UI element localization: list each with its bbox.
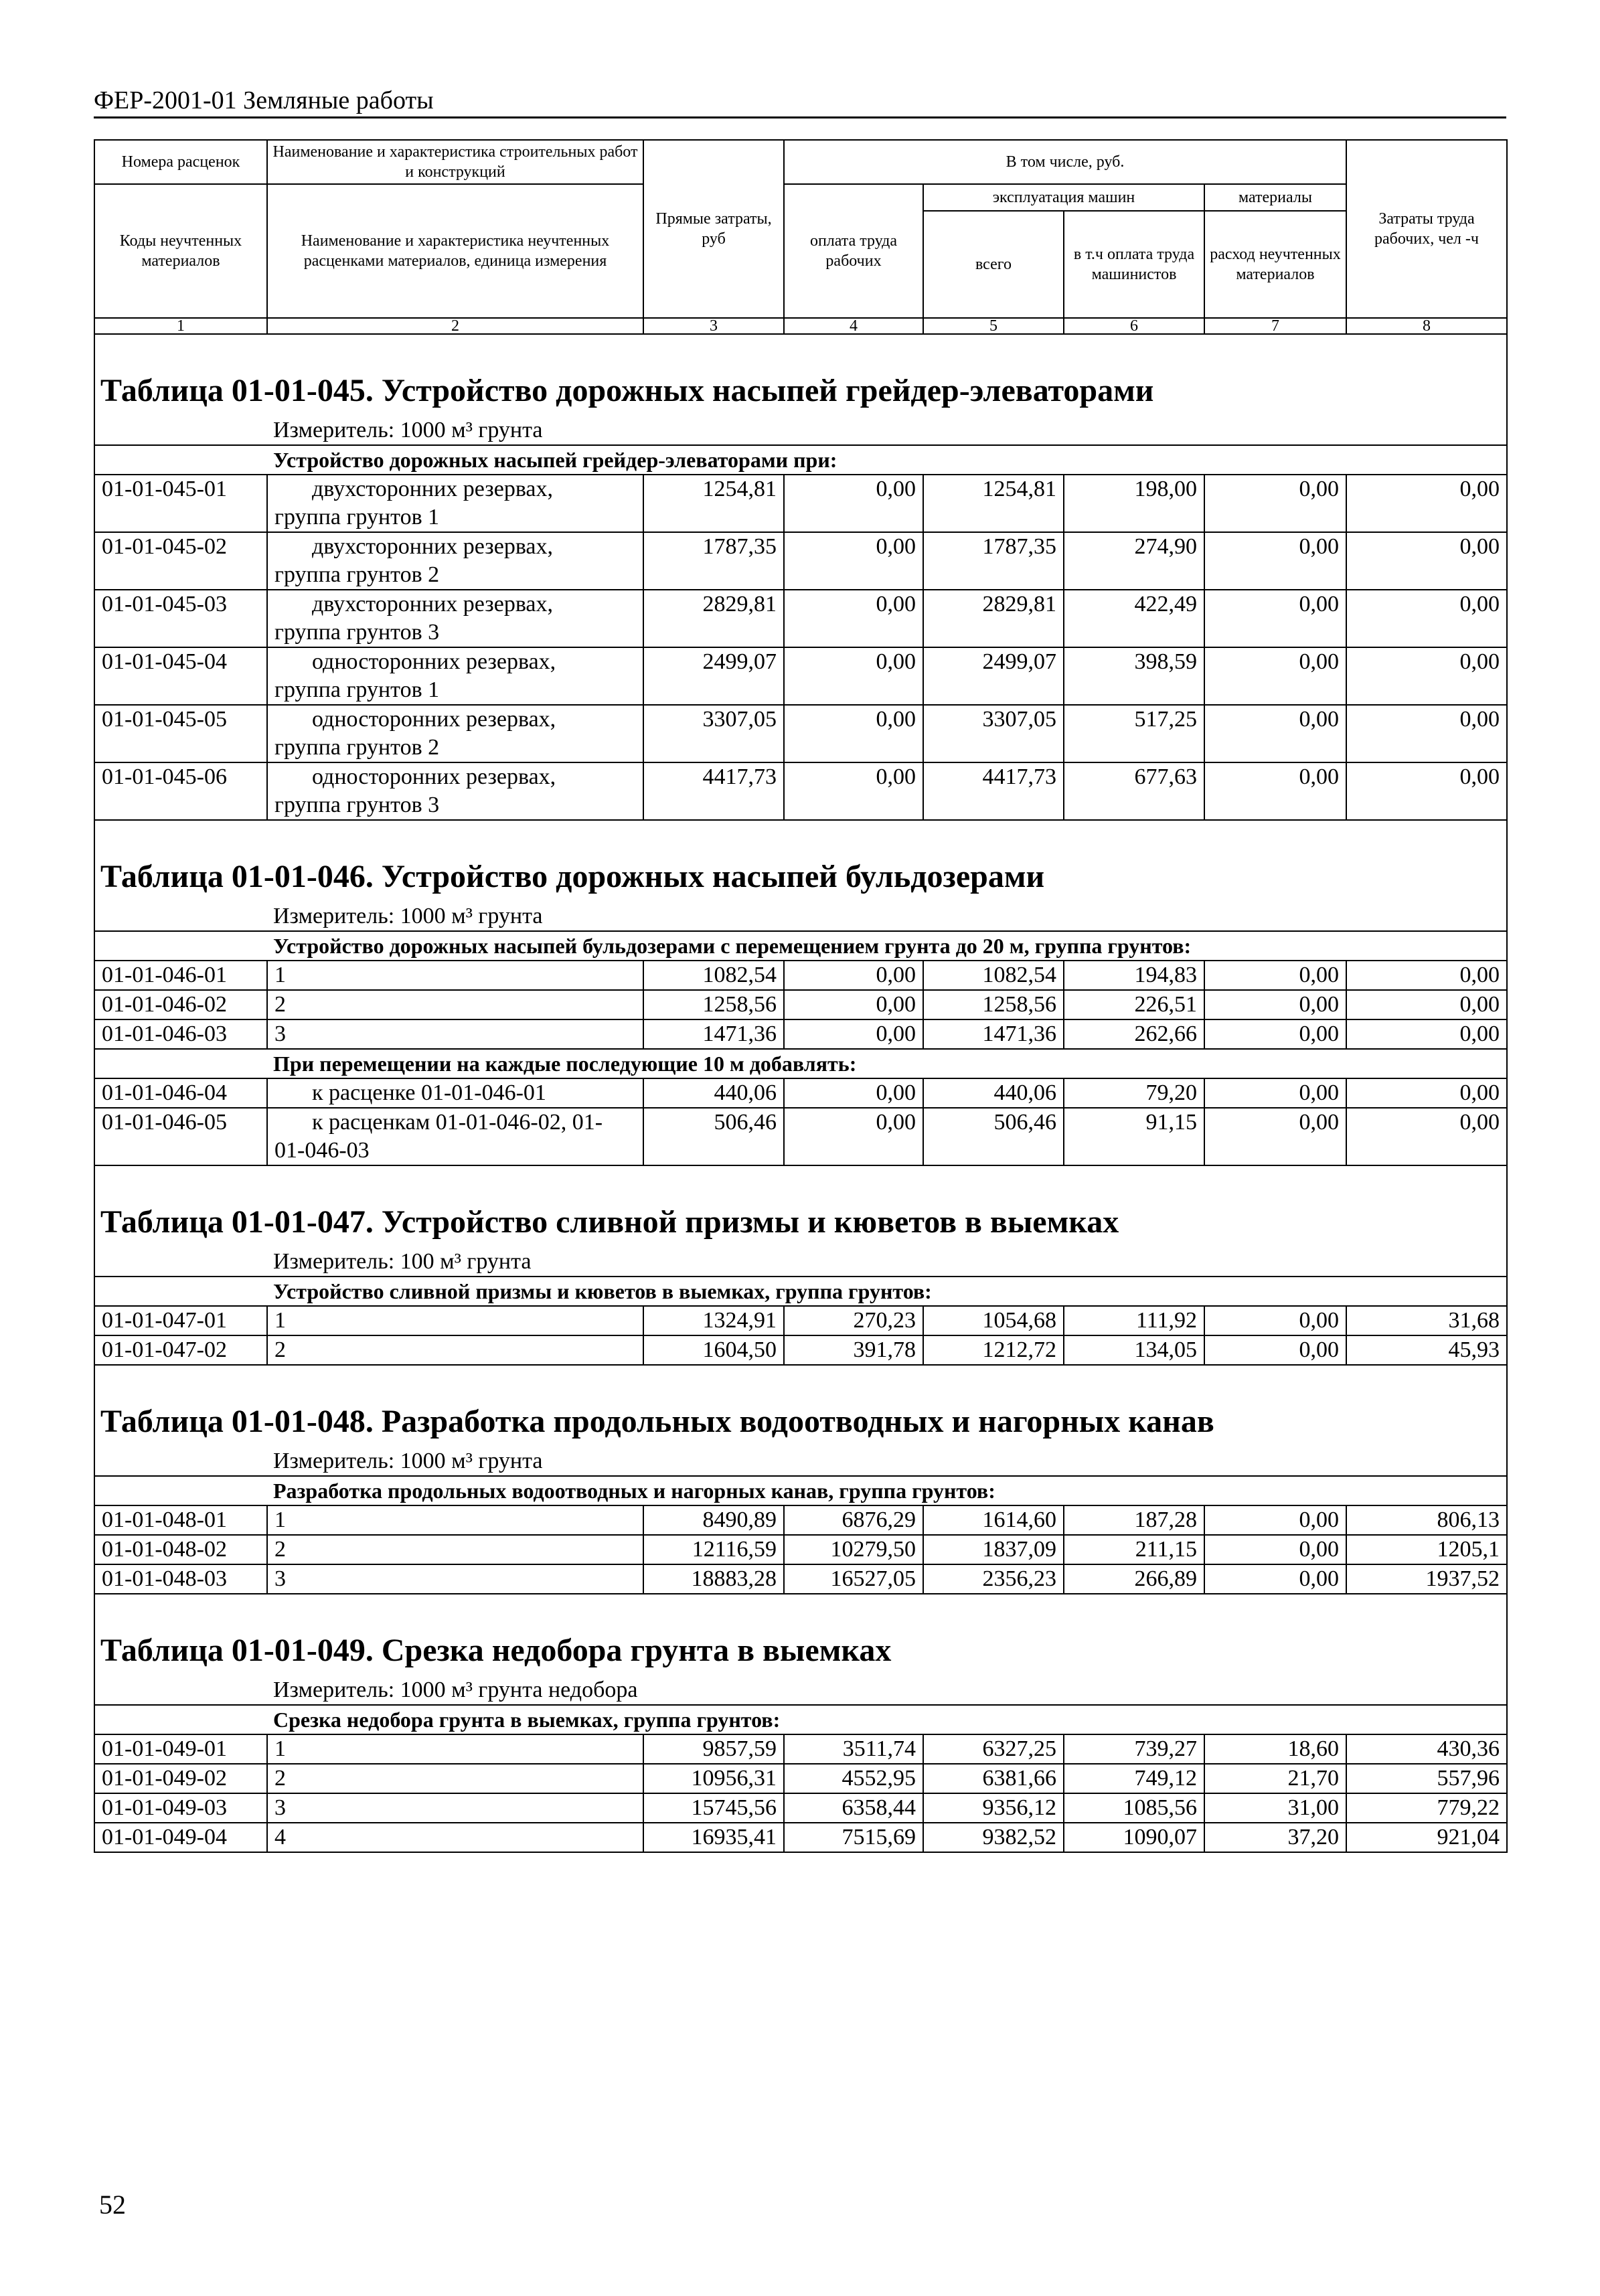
col-material-codes-header: Коды неучтенных материалов (94, 184, 267, 318)
column-number-cell: 3 (643, 318, 784, 334)
work-name-line: к расценкам 01-01-046-02, 01- (312, 1110, 603, 1135)
table-row (94, 1505, 1507, 1535)
value-cell: 1054,68 (923, 1306, 1064, 1335)
value-cell: 3511,74 (784, 1734, 923, 1764)
page-number: 52 (99, 2190, 126, 2220)
rate-code: 01-01-046-01 (94, 961, 267, 990)
work-name-line: 1 (274, 963, 286, 987)
measure-row (94, 1248, 1507, 1277)
work-name-line: группа грунтов 2 (274, 562, 440, 587)
section-subhead-row (94, 1476, 1507, 1505)
work-name-line: 3 (274, 1566, 286, 1591)
column-number-cell: 6 (1064, 318, 1204, 334)
value-cell: 1082,54 (923, 961, 1064, 990)
rates-table (94, 139, 1508, 1853)
work-name-line: группа грунтов 1 (274, 677, 440, 702)
value-cell: 1258,56 (643, 990, 784, 1019)
column-numbers-row (94, 318, 1507, 334)
value-cell: 198,00 (1064, 475, 1204, 532)
value-cell: 4417,73 (923, 762, 1064, 820)
section-subhead: Устройство сливной призмы и кюветов в выемках, группа грунтов: (94, 1277, 1507, 1306)
value-cell: 134,05 (1064, 1335, 1204, 1365)
value-cell: 0,00 (1204, 1535, 1346, 1564)
table-body (94, 334, 1507, 1852)
work-name-line: 4 (274, 1825, 286, 1850)
work-name-line: 3 (274, 1795, 286, 1820)
value-cell: 3307,05 (643, 705, 784, 762)
work-name (267, 1306, 643, 1335)
rate-code: 01-01-046-02 (94, 990, 267, 1019)
section-subhead-row (94, 445, 1507, 475)
section-subhead: При перемещении на каждые последующие 10 м добавлять: (94, 1049, 1507, 1078)
table-row (94, 590, 1507, 647)
measure-row (94, 902, 1507, 931)
col-material-name-header: Наименование и характеристика неучтенных расценками материалов, единица измерения (267, 184, 643, 318)
value-cell: 31,00 (1204, 1793, 1346, 1823)
value-cell: 806,13 (1346, 1505, 1507, 1535)
rate-code: 01-01-049-01 (94, 1734, 267, 1764)
work-name-line: к расценке 01-01-046-01 (312, 1080, 546, 1105)
table-row (94, 647, 1507, 705)
rate-code: 01-01-045-06 (94, 762, 267, 820)
value-cell: 0,00 (1346, 1108, 1507, 1165)
col-operators-pay-header: в т.ч оплата труда машинистов (1064, 211, 1204, 318)
value-cell: 4552,95 (784, 1764, 923, 1793)
value-cell: 111,92 (1064, 1306, 1204, 1335)
table-row (94, 1335, 1507, 1365)
table-row (94, 1019, 1507, 1049)
value-cell: 0,00 (1204, 1019, 1346, 1049)
measure-row (94, 1676, 1507, 1705)
value-cell: 517,25 (1064, 705, 1204, 762)
value-cell: 266,89 (1064, 1564, 1204, 1594)
value-cell: 1324,91 (643, 1306, 784, 1335)
table-row (94, 1793, 1507, 1823)
value-cell: 0,00 (784, 590, 923, 647)
value-cell: 1205,1 (1346, 1535, 1507, 1564)
value-cell: 16527,05 (784, 1564, 923, 1594)
column-number-cell: 8 (1346, 318, 1507, 334)
table-title: Таблица 01-01-049. Срезка недобора грунта в выемках (94, 1594, 1507, 1676)
col-rate-numbers-header: Номера расценок (94, 140, 267, 184)
work-name-line: 2 (274, 1337, 286, 1362)
table-row (94, 1108, 1507, 1165)
value-cell: 1837,09 (923, 1535, 1064, 1564)
table-title: Таблица 01-01-047. Устройство сливной призмы и кюветов в выемках (94, 1165, 1507, 1248)
work-name (267, 1505, 643, 1535)
value-cell: 1254,81 (643, 475, 784, 532)
value-cell: 1604,50 (643, 1335, 784, 1365)
rate-code: 01-01-049-04 (94, 1823, 267, 1852)
rate-code: 01-01-049-03 (94, 1793, 267, 1823)
measure-cell (94, 416, 1507, 445)
value-cell: 440,06 (643, 1078, 784, 1108)
rate-code: 01-01-046-05 (94, 1108, 267, 1165)
value-cell: 506,46 (643, 1108, 784, 1165)
value-cell: 739,27 (1064, 1734, 1204, 1764)
value-cell: 0,00 (1204, 1564, 1346, 1594)
value-cell: 3307,05 (923, 705, 1064, 762)
table-title: Таблица 01-01-045. Устройство дорожных насыпей грейдер-элеваторами (94, 334, 1507, 416)
value-cell: 398,59 (1064, 647, 1204, 705)
measure-unit: Измеритель: 1000 м³ грунта (273, 1449, 543, 1473)
value-cell: 9857,59 (643, 1734, 784, 1764)
value-cell: 0,00 (784, 475, 923, 532)
col-work-name-header: Наименование и характеристика строительных работ и конструкций (267, 140, 643, 184)
work-name (267, 990, 643, 1019)
value-cell: 270,23 (784, 1306, 923, 1335)
work-name (267, 1019, 643, 1049)
col-unaccounted-materials-header: расход неучтенных материалов (1204, 211, 1346, 318)
value-cell: 1787,35 (643, 532, 784, 590)
value-cell: 430,36 (1346, 1734, 1507, 1764)
table-title-row (94, 820, 1507, 902)
table-title: Таблица 01-01-046. Устройство дорожных насыпей бульдозерами (94, 820, 1507, 902)
value-cell: 0,00 (1346, 762, 1507, 820)
table-title-row (94, 1365, 1507, 1447)
work-name-line: 3 (274, 1021, 286, 1046)
value-cell: 274,90 (1064, 532, 1204, 590)
work-name (267, 590, 643, 647)
table-row (94, 1306, 1507, 1335)
table-row (94, 1564, 1507, 1594)
value-cell: 9382,52 (923, 1823, 1064, 1852)
work-name (267, 1764, 643, 1793)
measure-cell (94, 1248, 1507, 1277)
value-cell: 422,49 (1064, 590, 1204, 647)
value-cell: 1254,81 (923, 475, 1064, 532)
table-row (94, 990, 1507, 1019)
rate-code: 01-01-045-01 (94, 475, 267, 532)
table-row (94, 532, 1507, 590)
value-cell: 18,60 (1204, 1734, 1346, 1764)
section-subhead: Устройство дорожных насыпей грейдер-элеваторами при: (94, 445, 1507, 475)
rate-code: 01-01-047-01 (94, 1306, 267, 1335)
work-name-line: группа грунтов 2 (274, 735, 440, 760)
table-row (94, 1535, 1507, 1564)
rate-code: 01-01-045-04 (94, 647, 267, 705)
value-cell: 0,00 (1204, 705, 1346, 762)
value-cell: 16935,41 (643, 1823, 784, 1852)
value-cell: 0,00 (1204, 990, 1346, 1019)
value-cell: 677,63 (1064, 762, 1204, 820)
col-machines-header: эксплуатация машин (923, 184, 1204, 211)
value-cell: 1082,54 (643, 961, 784, 990)
section-subhead-row (94, 931, 1507, 961)
work-name-line: 2 (274, 992, 286, 1017)
table-row (94, 475, 1507, 532)
work-name (267, 532, 643, 590)
work-name-line: группа грунтов 3 (274, 620, 440, 645)
value-cell: 0,00 (784, 1078, 923, 1108)
value-cell: 0,00 (1346, 990, 1507, 1019)
value-cell: 10956,31 (643, 1764, 784, 1793)
rate-code: 01-01-046-04 (94, 1078, 267, 1108)
work-name (267, 1734, 643, 1764)
value-cell: 45,93 (1346, 1335, 1507, 1365)
table-row (94, 1764, 1507, 1793)
col-machines-total-header: всего (923, 211, 1064, 318)
value-cell: 0,00 (1204, 532, 1346, 590)
value-cell: 0,00 (784, 705, 923, 762)
value-cell: 0,00 (1204, 1108, 1346, 1165)
col-direct-costs-header: Прямые затраты, руб (643, 140, 784, 318)
rate-code: 01-01-046-03 (94, 1019, 267, 1049)
rate-code: 01-01-048-01 (94, 1505, 267, 1535)
column-number-cell: 4 (784, 318, 923, 334)
value-cell: 7515,69 (784, 1823, 923, 1852)
value-cell: 440,06 (923, 1078, 1064, 1108)
work-name (267, 1108, 643, 1165)
value-cell: 9356,12 (923, 1793, 1064, 1823)
measure-unit: Измеритель: 1000 м³ грунта недобора (273, 1677, 638, 1702)
value-cell: 1212,72 (923, 1335, 1064, 1365)
value-cell: 2829,81 (923, 590, 1064, 647)
page-header: ФЕР-2001-01 Земляные работы (94, 86, 1506, 118)
value-cell: 0,00 (1204, 475, 1346, 532)
table-header (94, 140, 1507, 334)
rate-code: 01-01-045-02 (94, 532, 267, 590)
table-row (94, 1823, 1507, 1852)
measure-row (94, 416, 1507, 445)
value-cell: 0,00 (1204, 1078, 1346, 1108)
work-name-line: двухсторонних резервах, (312, 592, 554, 617)
value-cell: 1258,56 (923, 990, 1064, 1019)
work-name (267, 475, 643, 532)
rate-code: 01-01-048-03 (94, 1564, 267, 1594)
work-name (267, 1564, 643, 1594)
value-cell: 10279,50 (784, 1535, 923, 1564)
value-cell: 0,00 (1204, 961, 1346, 990)
value-cell: 0,00 (1204, 647, 1346, 705)
value-cell: 0,00 (1204, 590, 1346, 647)
work-name-line: односторонних резервах, (312, 764, 556, 789)
value-cell: 0,00 (1204, 1335, 1346, 1365)
work-name-line: односторонних резервах, (312, 649, 556, 674)
value-cell: 1085,56 (1064, 1793, 1204, 1823)
section-subhead-row (94, 1049, 1507, 1078)
value-cell: 194,83 (1064, 961, 1204, 990)
rate-code: 01-01-045-05 (94, 705, 267, 762)
work-name-line: 1 (274, 1308, 286, 1333)
col-including-header: В том числе, руб. (784, 140, 1346, 184)
table-row (94, 961, 1507, 990)
value-cell: 4417,73 (643, 762, 784, 820)
value-cell: 6358,44 (784, 1793, 923, 1823)
value-cell: 6327,25 (923, 1734, 1064, 1764)
value-cell: 0,00 (1204, 1505, 1346, 1535)
value-cell: 0,00 (1204, 1306, 1346, 1335)
value-cell: 262,66 (1064, 1019, 1204, 1049)
table-title-row (94, 1165, 1507, 1248)
section-subhead-row (94, 1705, 1507, 1734)
col-labor-hours-header: Затраты труда рабочих, чел -ч (1346, 140, 1507, 318)
table-row (94, 762, 1507, 820)
work-name-line: 1 (274, 1736, 286, 1761)
work-name-line: односторонних резервах, (312, 707, 556, 732)
table-row (94, 1734, 1507, 1764)
work-name-line: 2 (274, 1766, 286, 1791)
section-subhead: Устройство дорожных насыпей бульдозерами с перемещением грунта до 20 м, группа грунтов: (94, 931, 1507, 961)
value-cell: 21,70 (1204, 1764, 1346, 1793)
work-name (267, 1823, 643, 1852)
measure-unit: Измеритель: 100 м³ грунта (273, 1249, 532, 1274)
measure-cell (94, 1447, 1507, 1476)
measure-row (94, 1447, 1507, 1476)
work-name-line: двухсторонних резервах, (312, 477, 554, 501)
rate-code: 01-01-047-02 (94, 1335, 267, 1365)
value-cell: 0,00 (1346, 647, 1507, 705)
value-cell: 779,22 (1346, 1793, 1507, 1823)
rate-code: 01-01-048-02 (94, 1535, 267, 1564)
rate-code: 01-01-049-02 (94, 1764, 267, 1793)
value-cell: 1787,35 (923, 532, 1064, 590)
value-cell: 15745,56 (643, 1793, 784, 1823)
work-name (267, 647, 643, 705)
value-cell: 2499,07 (923, 647, 1064, 705)
value-cell: 37,20 (1204, 1823, 1346, 1852)
value-cell: 2356,23 (923, 1564, 1064, 1594)
value-cell: 2499,07 (643, 647, 784, 705)
work-name (267, 705, 643, 762)
value-cell: 187,28 (1064, 1505, 1204, 1535)
value-cell: 226,51 (1064, 990, 1204, 1019)
value-cell: 921,04 (1346, 1823, 1507, 1852)
work-name-line: двухсторонних резервах, (312, 534, 554, 559)
work-name-line: группа грунтов 3 (274, 793, 440, 817)
column-number-cell: 7 (1204, 318, 1346, 334)
column-number-cell: 1 (94, 318, 267, 334)
value-cell: 18883,28 (643, 1564, 784, 1594)
value-cell: 6876,29 (784, 1505, 923, 1535)
value-cell: 0,00 (1346, 705, 1507, 762)
section-subhead-row (94, 1277, 1507, 1306)
value-cell: 1937,52 (1346, 1564, 1507, 1594)
value-cell: 211,15 (1064, 1535, 1204, 1564)
col-materials-header: материалы (1204, 184, 1346, 211)
value-cell: 0,00 (1346, 1078, 1507, 1108)
value-cell: 1090,07 (1064, 1823, 1204, 1852)
work-name (267, 1335, 643, 1365)
col-labor-pay-header: оплата труда рабочих (784, 184, 923, 318)
section-subhead: Разработка продольных водоотводных и нагорных канав, группа грунтов: (94, 1476, 1507, 1505)
measure-unit: Измеритель: 1000 м³ грунта (273, 904, 543, 928)
value-cell: 6381,66 (923, 1764, 1064, 1793)
value-cell: 0,00 (784, 990, 923, 1019)
value-cell: 0,00 (784, 1108, 923, 1165)
value-cell: 91,15 (1064, 1108, 1204, 1165)
value-cell: 1471,36 (923, 1019, 1064, 1049)
value-cell: 12116,59 (643, 1535, 784, 1564)
value-cell: 0,00 (784, 1019, 923, 1049)
value-cell: 0,00 (784, 532, 923, 590)
measure-cell (94, 1676, 1507, 1705)
rate-code: 01-01-045-03 (94, 590, 267, 647)
value-cell: 506,46 (923, 1108, 1064, 1165)
table-row (94, 1078, 1507, 1108)
column-number-cell: 5 (923, 318, 1064, 334)
value-cell: 31,68 (1346, 1306, 1507, 1335)
value-cell: 0,00 (1346, 590, 1507, 647)
value-cell: 0,00 (1346, 475, 1507, 532)
value-cell: 0,00 (784, 647, 923, 705)
column-number-cell: 2 (267, 318, 643, 334)
measure-unit: Измеритель: 1000 м³ грунта (273, 418, 543, 442)
table-title-row (94, 334, 1507, 416)
value-cell: 391,78 (784, 1335, 923, 1365)
work-name (267, 1535, 643, 1564)
value-cell: 2829,81 (643, 590, 784, 647)
measure-cell (94, 902, 1507, 931)
work-name (267, 961, 643, 990)
work-name (267, 762, 643, 820)
work-name (267, 1078, 643, 1108)
section-subhead: Срезка недобора грунта в выемках, группа грунтов: (94, 1705, 1507, 1734)
table-row (94, 705, 1507, 762)
work-name-line: 2 (274, 1537, 286, 1562)
work-name-line: группа грунтов 1 (274, 505, 440, 529)
value-cell: 1614,60 (923, 1505, 1064, 1535)
value-cell: 0,00 (1346, 961, 1507, 990)
value-cell: 0,00 (1346, 1019, 1507, 1049)
table-title: Таблица 01-01-048. Разработка продольных водоотводных и нагорных канав (94, 1365, 1507, 1447)
value-cell: 1471,36 (643, 1019, 784, 1049)
work-name (267, 1793, 643, 1823)
work-name-line: 01-046-03 (274, 1138, 370, 1163)
value-cell: 557,96 (1346, 1764, 1507, 1793)
work-name-line: 1 (274, 1507, 286, 1532)
value-cell: 79,20 (1064, 1078, 1204, 1108)
value-cell: 749,12 (1064, 1764, 1204, 1793)
value-cell: 0,00 (1346, 532, 1507, 590)
value-cell: 0,00 (784, 762, 923, 820)
value-cell: 0,00 (1204, 762, 1346, 820)
value-cell: 0,00 (784, 961, 923, 990)
table-title-row (94, 1594, 1507, 1676)
value-cell: 8490,89 (643, 1505, 784, 1535)
